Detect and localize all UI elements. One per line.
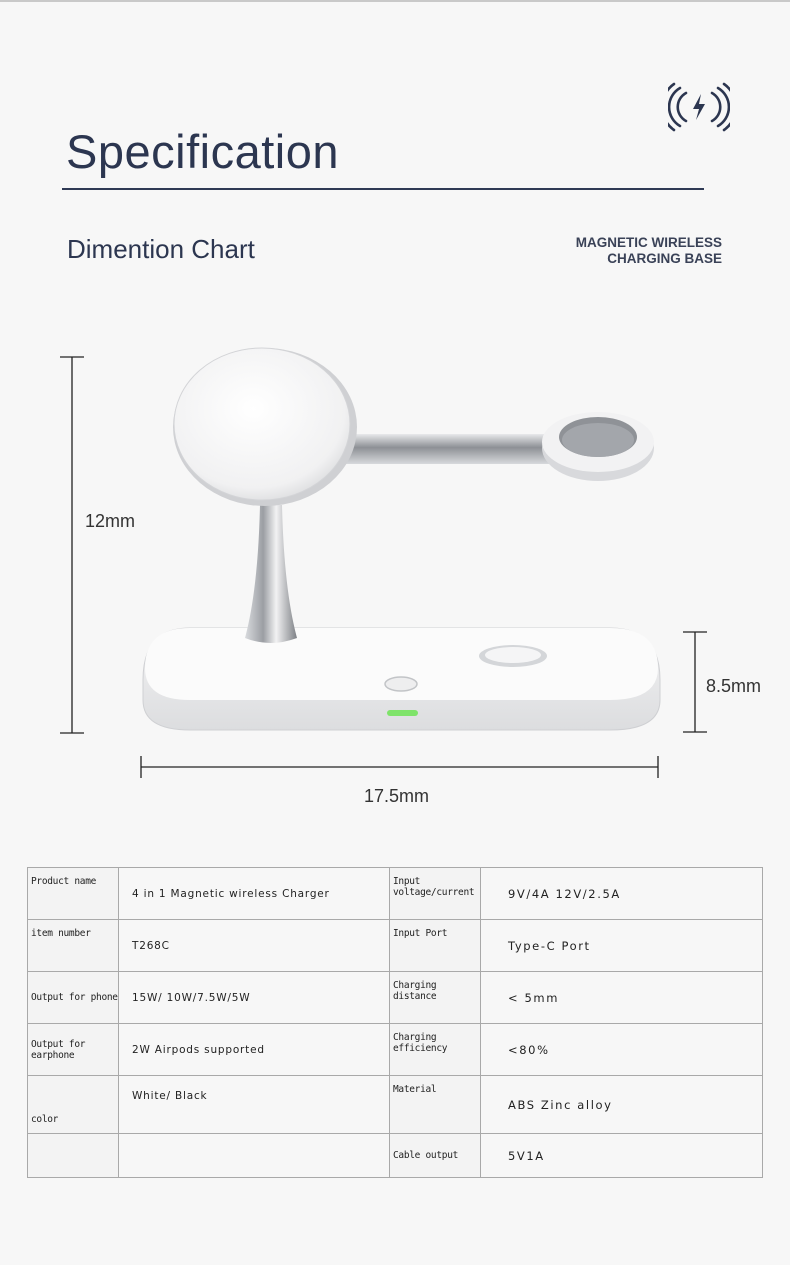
wireless-charging-icon — [668, 82, 730, 132]
section-title: Dimention Chart — [67, 234, 255, 264]
spec-value: 15W/ 10W/7.5W/5W — [119, 972, 390, 1024]
spec-value: White/ Black — [119, 1076, 390, 1134]
spec-label: Output for phone — [28, 972, 119, 1024]
spec-value: 2W Airpods supported — [119, 1024, 390, 1076]
specification-table — [27, 867, 763, 1178]
spec-label: Charging distance — [390, 972, 481, 1024]
page-title: Specification — [66, 125, 339, 178]
spec-value: T268C — [119, 920, 390, 972]
spec-label: Input Port — [390, 920, 481, 972]
table-row — [28, 920, 763, 972]
spec-value: <80% — [481, 1024, 763, 1076]
table-row — [28, 972, 763, 1024]
spec-label — [28, 1134, 119, 1178]
table-row — [28, 868, 763, 920]
top-border — [0, 0, 790, 2]
spec-value: ABS Zinc alloy — [481, 1076, 763, 1134]
spec-value: < 5mm — [481, 972, 763, 1024]
table-row — [28, 1024, 763, 1076]
spec-value: 5V1A — [481, 1134, 763, 1178]
title-divider — [62, 188, 704, 190]
spec-label: Input voltage/current — [390, 868, 481, 920]
table-row — [28, 1076, 763, 1134]
charging-stand-illustration — [0, 340, 790, 820]
spec-label: Product name — [28, 868, 119, 920]
spec-label: Charging efficiency — [390, 1024, 481, 1076]
spec-value: 9V/4A 12V/2.5A — [481, 868, 763, 920]
spec-label: color — [28, 1076, 119, 1134]
height-dimension-label: 12mm — [85, 511, 136, 531]
brand-label: MAGNETIC WIRELESS CHARGING BASE — [575, 235, 722, 266]
spec-value: 4 in 1 Magnetic wireless Charger — [119, 868, 390, 920]
spec-label: Output for earphone — [28, 1024, 119, 1076]
base-height-dimension-label: 8.5mm — [706, 676, 762, 696]
spec-value — [119, 1134, 390, 1178]
spec-label: item number — [28, 920, 119, 972]
width-dimension-label: 17.5mm — [364, 786, 430, 806]
spec-value: Type-C Port — [481, 920, 763, 972]
spec-label: Material — [390, 1076, 481, 1134]
spec-label: Cable output — [390, 1134, 481, 1178]
table-row — [28, 1134, 763, 1178]
